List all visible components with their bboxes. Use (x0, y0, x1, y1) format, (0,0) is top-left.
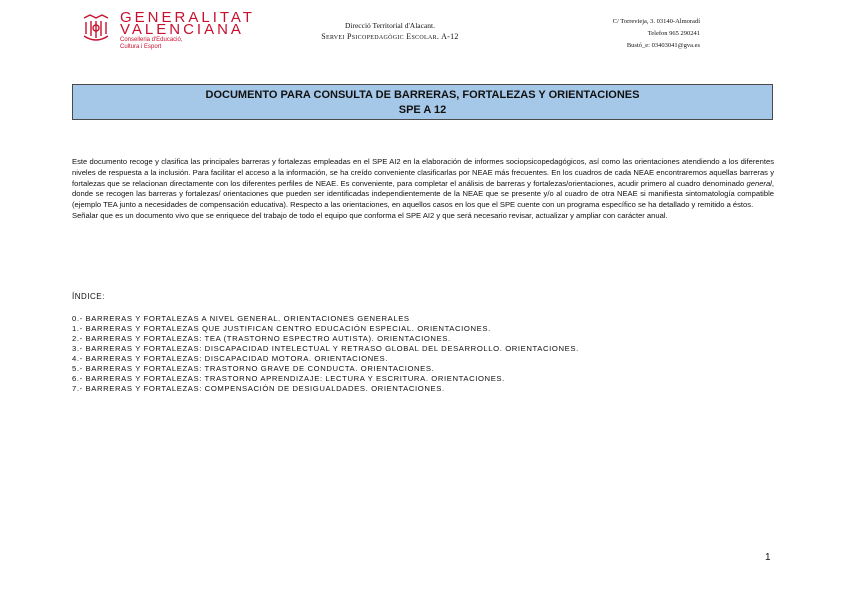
header-direction: Direcció Territorial d'Alacant. (344, 21, 436, 30)
indice-title: ÍNDICE: (72, 292, 105, 301)
generalitat-logo (80, 9, 270, 50)
indice-item: 5.- BARRERAS Y FORTALEZAS: TRASTORNO GRAVE DE CONDUCTA. ORIENTACIONES. (72, 364, 435, 373)
document-title (72, 84, 773, 120)
indice-item: 6.- BARRERAS Y FORTALEZAS: TRASTORNO APRENDIZAJE: LECTURA Y ESCRITURA. ORIENTACIONES. (72, 374, 505, 383)
logo-line2: VALENCIANA (120, 21, 244, 38)
indice-list (72, 314, 772, 394)
header-center (300, 20, 480, 42)
intro-paragraph-2: Señalar que es un documento vivo que se enriquece del trabajo de todo el equipo que conforma el SPE AI2 y que será necesario revisar, actualizar y ampliar con carácter anual. (72, 210, 668, 220)
logo-line1: GENERALITAT (120, 9, 255, 26)
logo-sub2: Cultura i Esport (120, 44, 162, 50)
indice-item: 0.- BARRERAS Y FORTALEZAS A NIVEL GENERAL. ORIENTACIONES GENERALES (72, 314, 410, 323)
generalitat-emblem-icon (80, 12, 114, 46)
title-line2: SPE A 12 (398, 104, 447, 116)
header-contact (520, 16, 700, 52)
indice-item: 4.- BARRERAS Y FORTALEZAS: DISCAPACIDAD MOTORA. ORIENTACIONES. (72, 354, 388, 363)
indice-item: 7.- BARRERAS Y FORTALEZAS: COMPENSACIÓN DE DESIGUALDADES. ORIENTACIONES. (72, 384, 445, 393)
intro-paragraph-1: Este documento recoge y clasifica las principales barreras y fortalezas empleadas en el SPE AI2 en la elaboración de informes sociopsicopedagógicos, así como las orientaciones atendiendo a los diferentes niveles de respuesta a la inclusión. Para facilitar el acceso a la información, se ha creído conveniente clasificarlas por NEAE más frecuentes. En los cuadros de cada NEAE encontraremos aquellas barreras y fortalezas que se relacionan directamente con los diferentes perfiles de NEAE. Es conveniente, para completar el análisis de barreras y fortalezas/orientaciones, acudir primero al cuadro denominado general, donde se recogen las barreras y fortalezas/ orientaciones que pueden ser identificadas independientemente de la NEAE que se presente y/o al cuadro de otra NEAE si manifiesta sintomatología compatible (ejemplo TEA junto a necesidades de compensación educativa). Respecto a las orientaciones, en aquellos casos en los que el SPE cuente con un programa específico se ha detallado y remitido a éstos. (72, 157, 774, 210)
header-address: C/ Torrevieja, 3. 03140-Almoradí (612, 18, 700, 25)
title-line1: DOCUMENTO PARA CONSULTA DE BARRERAS, FORTALEZAS Y ORIENTACIONES (205, 89, 640, 101)
indice-item: 1.- BARRERAS Y FORTALEZAS QUE JUSTIFICAN CENTRO EDUCACIÓN ESPECIAL. ORIENTACIONES. (72, 324, 491, 333)
header-service: Servei Psicopedagògic Escolar. A-12 (321, 32, 459, 41)
header-phone: Telefon 965 290241 (647, 30, 700, 37)
header-email: Bustó_e: 03403041@gva.es (626, 42, 700, 49)
indice-item: 3.- BARRERAS Y FORTALEZAS: DISCAPACIDAD INTELECTUAL Y RETRASO GLOBAL DEL DESARROLLO. ORIENTACIONES. (72, 344, 579, 353)
page-number: 1 (765, 552, 771, 563)
indice-item: 2.- BARRERAS Y FORTALEZAS: TEA (TRASTORNO ESPECTRO AUTISTA). ORIENTACIONES. (72, 334, 451, 343)
intro-text (72, 157, 774, 222)
logo-sub1: Conselleria d'Educació, (120, 37, 183, 43)
